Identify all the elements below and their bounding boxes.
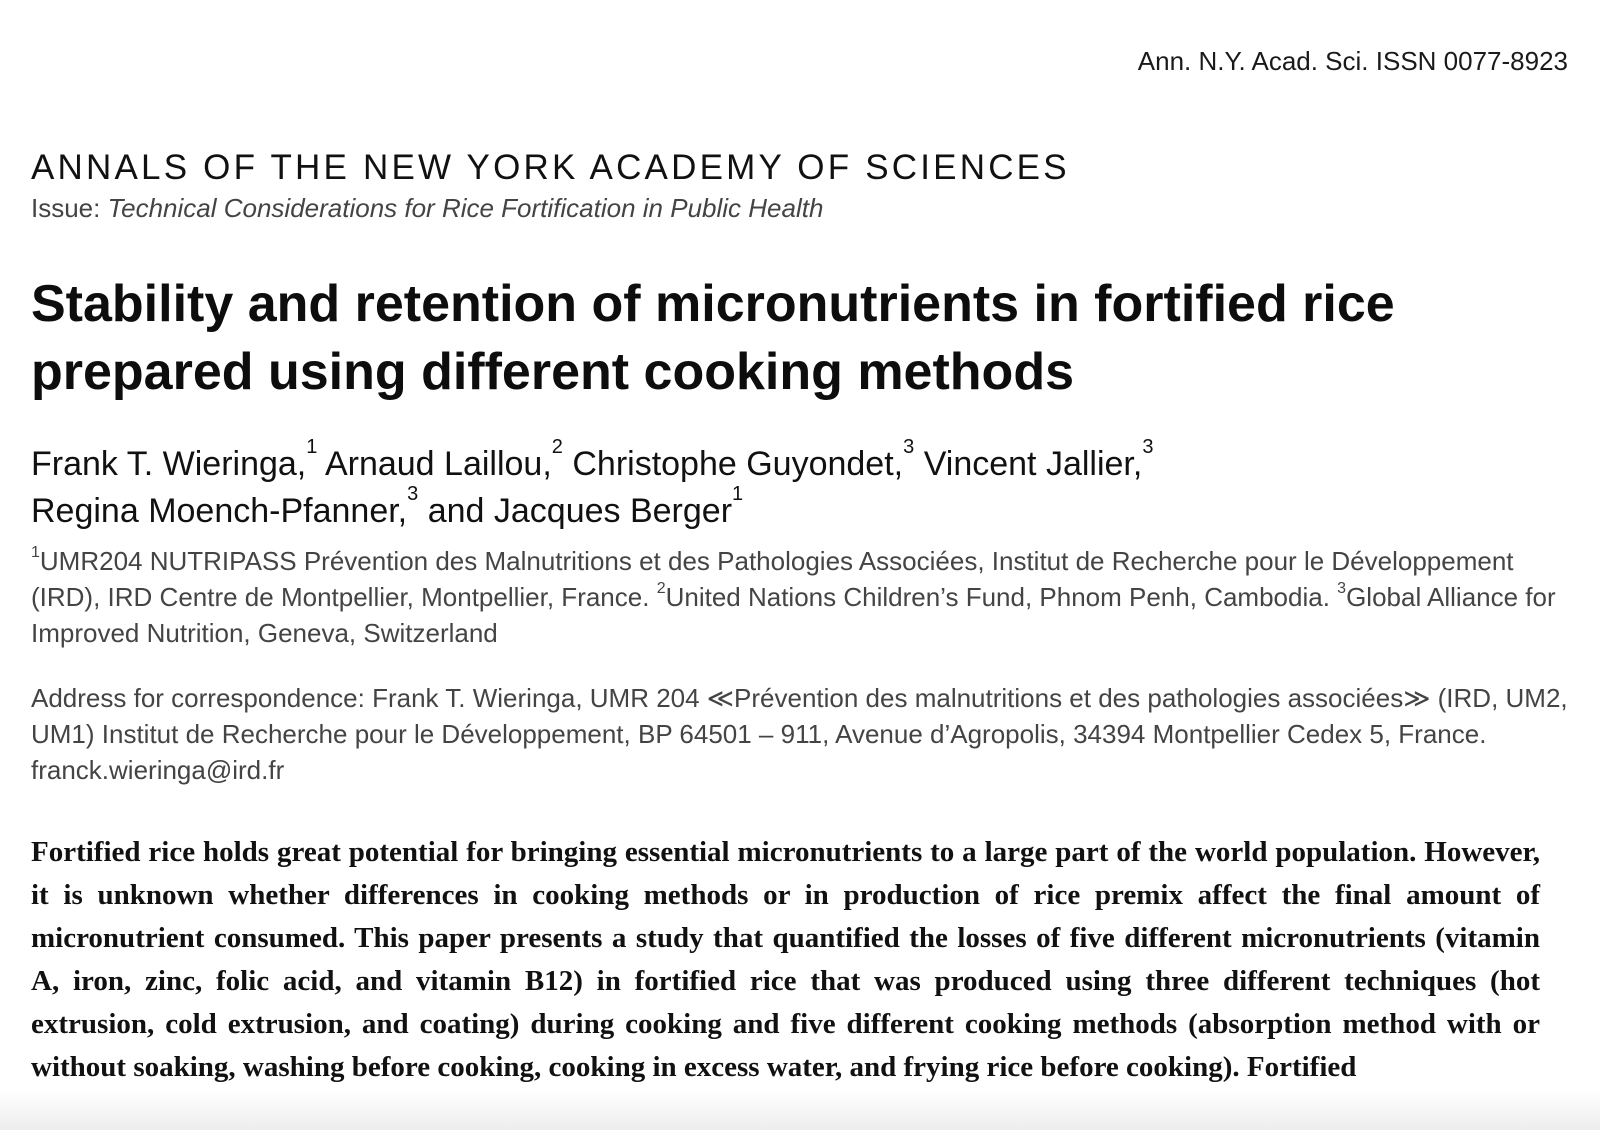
affil-mark: 2 — [656, 580, 666, 597]
issue-name: Technical Considerations for Rice Fortification in Public Health — [107, 193, 824, 223]
author-name: Frank T. Wieringa, — [31, 445, 307, 483]
journal-name: ANNALS OF THE NEW YORK ACADEMY OF SCIENCES — [31, 148, 1070, 187]
author-affil-mark: 2 — [551, 436, 563, 458]
author-affil-mark: 3 — [1142, 436, 1154, 458]
author-name: Christophe Guyondet, — [572, 445, 904, 483]
issue-line — [31, 193, 823, 224]
affiliation-text: UMR204 NUTRIPASS Prévention des Malnutritions et des Pathologies Associées, Institut de Recherche pour le Développement (IRD), IRD Centre de Montpellier, Montpellier, France. — [31, 546, 1514, 612]
affiliation-text: United Nations Children’s Fund, Phnom Penh, Cambodia. — [665, 582, 1330, 612]
author-name: and Jacques Berger — [427, 492, 733, 530]
affil-mark: 1 — [31, 544, 40, 561]
affiliations — [31, 543, 1571, 651]
affil-mark: 3 — [1337, 580, 1347, 597]
author-name: Vincent Jallier, — [923, 445, 1143, 483]
author-affil-mark: 3 — [903, 436, 915, 458]
abstract-text: Fortified rice holds great potential for bringing essential micronutrients to a large part of the world population. However, it is unknown whether differences in cooking methods or in production of rice premix affect the final amount of micronutrient consumed. This paper presents a study that quantified the losses of five different micronutrients (vitamin A, iron, zinc, folic acid, and vitamin B12) in fortified rice that was produced using three different techniques (hot extrusion, cold extrusion, and coating) during cooking and five different cooking methods (absorption method with or without soaking, washing before cooking, cooking in excess water, and frying rice before cooking). Fortified — [31, 836, 1540, 1083]
issn-line: Ann. N.Y. Acad. Sci. ISSN 0077-8923 — [1137, 46, 1568, 76]
affiliation-text: Global Alliance for Improved Nutrition, Geneva, Switzerland — [31, 582, 1556, 648]
author-list — [31, 436, 1561, 535]
author-affil-mark: 1 — [732, 483, 744, 505]
paper-title: Stability and retention of micronutrients in fortified rice prepared using different cooking methods — [31, 275, 1395, 401]
author-name: Arnaud Laillou, — [324, 445, 552, 483]
author-affil-mark: 1 — [306, 436, 318, 458]
issue-label: Issue: — [31, 193, 101, 223]
correspondence-address: Address for correspondence: Frank T. Wieringa, UMR 204 ≪Prévention des malnutritions et des pathologies associées≫ (IRD, UM2, UM1) Institut de Recherche pour le Développement, BP 64501 – 911, Avenue d’Agropolis, 34394 Montpellier Cedex 5, France. franck.wieringa@ird.fr — [31, 683, 1568, 785]
author-name: Regina Moench-Pfanner, — [31, 492, 408, 530]
author-affil-mark: 3 — [407, 483, 419, 505]
page-bottom-fade — [0, 1090, 1600, 1130]
